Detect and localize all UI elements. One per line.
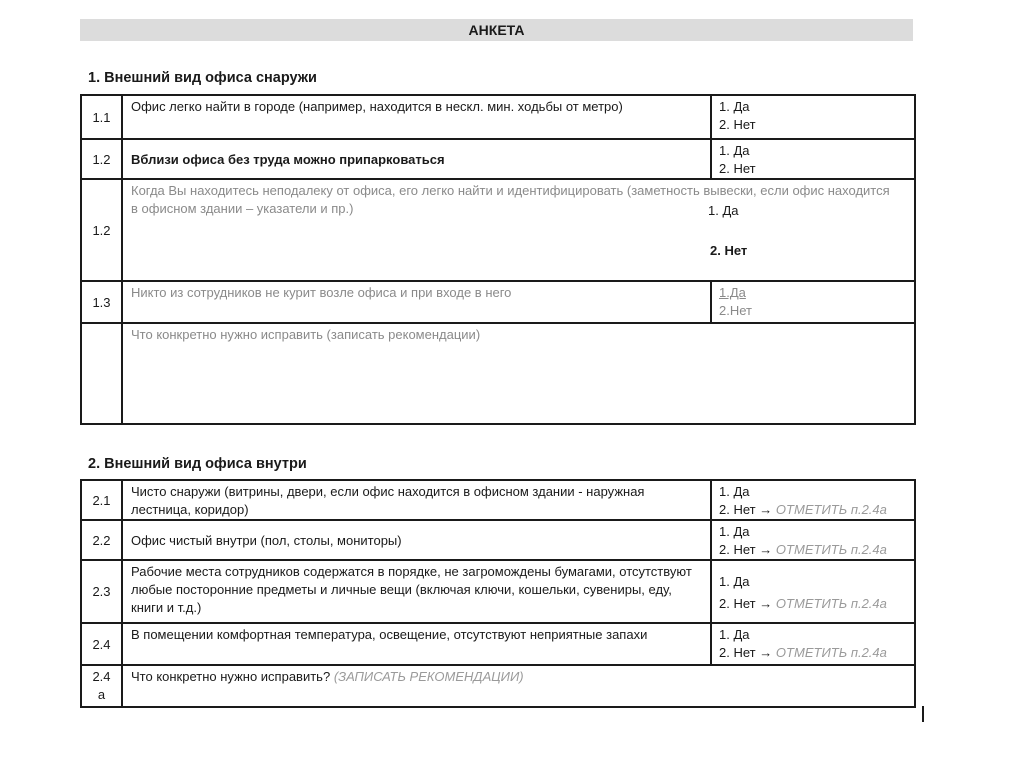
question-cell — [122, 179, 915, 281]
row-number-empty — [81, 323, 122, 424]
row-number-bottom: а — [97, 687, 106, 702]
answer-yes[interactable]: 1.Да — [719, 285, 746, 300]
text-cursor — [922, 706, 924, 722]
answer-yes[interactable]: 1. Да — [719, 143, 750, 158]
question-text: Офис чистый внутри (пол, столы, мониторы) — [122, 520, 711, 560]
table-row — [81, 139, 915, 179]
question-text: Когда Вы находитесь неподалеку от офиса, его легко найти и идентифицировать (заметность вывески, если офис находится в офисном здании – указатели и пр.) — [131, 183, 890, 216]
answer-options — [711, 95, 915, 139]
section1-table — [80, 94, 916, 425]
answer-yes[interactable]: 1. Да — [719, 627, 750, 642]
mark-note: ОТМЕТИТЬ п.2.4а — [775, 645, 887, 660]
answer-no: 2. Нет — [719, 645, 756, 660]
row-number: 1.3 — [81, 281, 122, 323]
answer-no[interactable]: 2. Нет — [719, 161, 756, 176]
answer-yes[interactable]: 1. Да — [719, 524, 750, 539]
answer-yes[interactable]: 1. Да — [719, 573, 750, 589]
table-row — [81, 323, 915, 424]
row-number: 2.3 — [81, 560, 122, 623]
row-number-top: 2.4 — [92, 669, 111, 684]
table-row — [81, 665, 915, 707]
answer-options — [711, 139, 915, 179]
question-text: Рабочие места сотрудников содержатся в порядке, не загромождены бумагами, отсутствуют любые посторонние предметы и личные вещи (включая ключи, кошельки, сувениры, еду, книги и т.д.) — [122, 560, 711, 623]
question-text: Никто из сотрудников не курит возле офиса и при входе в него — [122, 281, 711, 323]
question-text: Что конкретно нужно исправить? — [131, 669, 331, 684]
question-text: Вблизи офиса без труда можно припарковаться — [122, 139, 711, 179]
answer-no-row[interactable] — [719, 541, 914, 559]
answer-options — [711, 520, 915, 560]
question-text: В помещении комфортная температура, освещение, отсутствуют неприятные запахи — [122, 623, 711, 665]
answer-no-row[interactable] — [719, 501, 914, 519]
table-row — [81, 281, 915, 323]
arrow-right-icon: → — [759, 502, 773, 517]
mark-note: ОТМЕТИТЬ п.2.4а — [775, 502, 887, 517]
answer-options — [711, 480, 915, 520]
arrow-right-icon: → — [759, 645, 773, 660]
answer-no: 2. Нет — [719, 502, 756, 517]
answer-no-row[interactable] — [719, 644, 914, 662]
answer-no-row[interactable] — [719, 595, 914, 613]
answer-options — [711, 560, 915, 623]
table-row — [81, 520, 915, 560]
row-number — [81, 665, 122, 707]
table-row — [81, 95, 915, 139]
arrow-right-icon: → — [759, 595, 773, 611]
answer-options — [711, 281, 915, 323]
recommendations-field[interactable]: Что конкретно нужно исправить (записать рекомендации) — [122, 323, 915, 424]
question-text: Офис легко найти в городе (например, находится в нескл. мин. ходьбы от метро) — [122, 95, 711, 139]
answer-no: 2. Нет — [719, 542, 756, 557]
row-number: 2.1 — [81, 480, 122, 520]
row-number: 1.1 — [81, 95, 122, 139]
section2-heading: 2. Внешний вид офиса внутри — [88, 456, 307, 472]
answer-yes[interactable]: 1. Да — [719, 484, 750, 499]
row-number: 2.4 — [81, 623, 122, 665]
form-title: АНКЕТА — [80, 19, 913, 41]
answer-options — [711, 623, 915, 665]
recommendations-field[interactable] — [122, 665, 915, 707]
recommendations-hint: (ЗАПИСАТЬ РЕКОМЕНДАЦИИ) — [333, 669, 524, 684]
question-text: Чисто снаружи (витрины, двери, если офис находится в офисном здании - наружная лестница, коридор) — [122, 480, 711, 520]
table-row — [81, 179, 915, 281]
answer-no[interactable]: 2. Нет — [719, 117, 756, 132]
answer-no[interactable]: 2. Нет — [710, 243, 748, 258]
table-row — [81, 560, 915, 623]
mark-note: ОТМЕТИТЬ п.2.4а — [775, 595, 887, 611]
mark-note: ОТМЕТИТЬ п.2.4а — [775, 542, 887, 557]
answer-yes[interactable]: 1. Да — [708, 203, 739, 218]
table-row — [81, 623, 915, 665]
answer-no: 2. Нет — [719, 595, 756, 611]
table-row — [81, 480, 915, 520]
row-number: 2.2 — [81, 520, 122, 560]
section1-heading: 1. Внешний вид офиса снаружи — [88, 70, 317, 86]
answer-no[interactable]: 2.Нет — [719, 303, 752, 318]
answer-yes[interactable]: 1. Да — [719, 99, 750, 114]
section2-table — [80, 479, 916, 708]
row-number: 1.2 — [81, 139, 122, 179]
row-number: 1.2 — [81, 179, 122, 281]
arrow-right-icon: → — [759, 542, 773, 557]
